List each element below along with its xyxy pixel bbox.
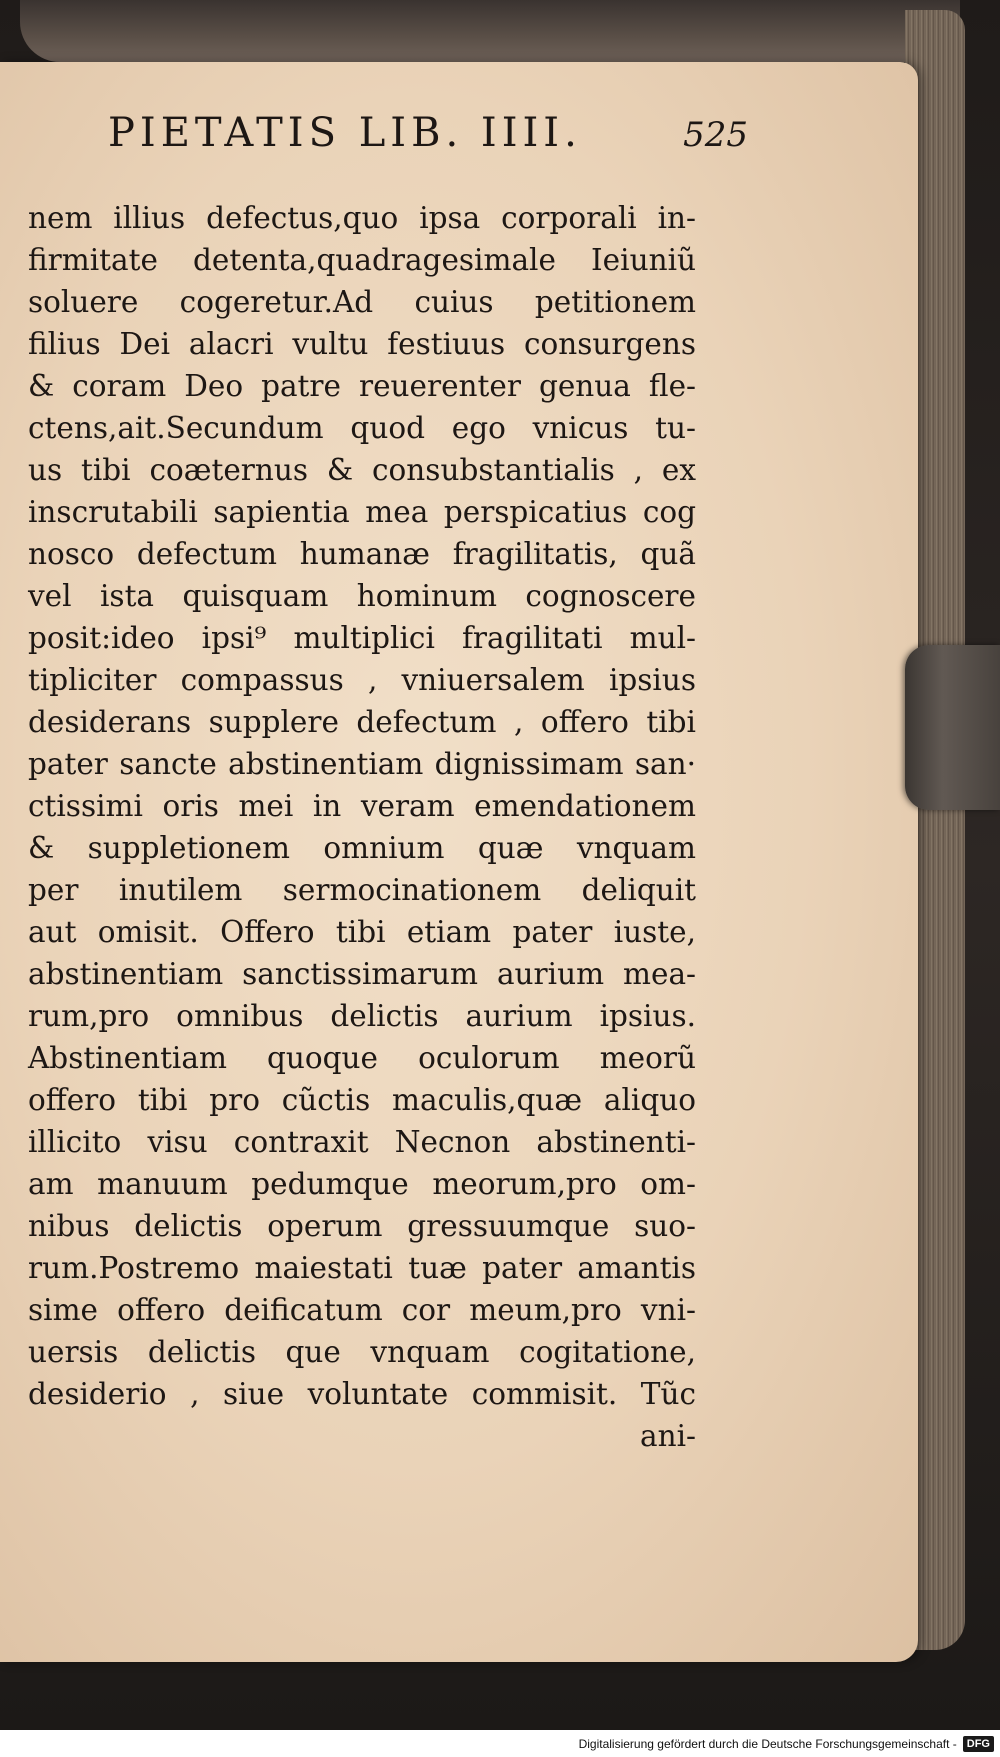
text-line: inscrutabili sapientia mea perspicatius cog <box>28 495 696 529</box>
text-line: pater sancte abstinentiam dignissimam san· <box>28 747 696 781</box>
book-top-edge <box>20 0 960 62</box>
text-line: rum,pro omnibus delictis aurium ipsius. <box>28 999 696 1033</box>
text-line: desiderio , siue voluntate commisit. Tũc <box>28 1377 696 1411</box>
text-line: abstinentiam sanctissimarum aurium mea- <box>28 957 696 991</box>
text-line: aut omisit. Offero tibi etiam pater iuste, <box>28 915 696 949</box>
text-line: nem illius defectus,quo ipsa corporali in- <box>28 201 696 235</box>
text-line: filius Dei alacri vultu festiuus consurgens <box>28 327 696 361</box>
text-line: offero tibi pro cũctis maculis,quæ aliquo <box>28 1083 696 1117</box>
running-head: PIETATIS LIB. IIII. <box>108 110 582 156</box>
text-line: soluere cogeretur.Ad cuius petitionem <box>28 285 696 319</box>
text-line: & suppletionem omnium quæ vnquam <box>28 831 696 865</box>
text-line: ctens,ait.Secundum quod ego vnicus tu- <box>28 411 696 445</box>
text-line: rum.Postremo maiestati tuæ pater amantis <box>28 1251 696 1285</box>
text-line: Abstinentiam quoque oculorum meorũ <box>28 1041 696 1075</box>
text-line: sime offero deificatum cor meum,pro vni- <box>28 1293 696 1327</box>
text-line: posit:ideo ipsi⁹ multiplici fragilitati mul- <box>28 621 696 655</box>
text-line: us tibi coæternus & consubstantialis , ex <box>28 453 696 487</box>
text-line: per inutilem sermocinationem deliquit <box>28 873 696 907</box>
digitization-footer <box>0 1730 1000 1757</box>
text-line: uersis delictis que vnquam cogitatione, <box>28 1335 696 1369</box>
catchword: ani- <box>640 1419 696 1453</box>
page-header <box>108 110 748 190</box>
text-line: nosco defectum humanæ fragilitatis, quã <box>28 537 696 571</box>
text-line: desiderans supplere defectum , offero tibi <box>28 705 696 739</box>
text-line: & coram Deo patre reuerenter genua fle- <box>28 369 696 403</box>
text-line: illicito visu contraxit Necnon abstinenti- <box>28 1125 696 1159</box>
page-tab-marker <box>905 645 1000 810</box>
text-line: nibus delictis operum gressuumque suo- <box>28 1209 696 1243</box>
funding-credit: Digitalisierung gefördert durch die Deutsche Forschungsgemeinschaft - <box>578 1736 957 1751</box>
body-text <box>28 197 696 1457</box>
text-line: firmitate detenta,quadragesimale Ieiuniũ <box>28 243 696 277</box>
text-line: am manuum pedumque meorum,pro om- <box>28 1167 696 1201</box>
text-line: vel ista quisquam hominum cognoscere <box>28 579 696 613</box>
text-line: tipliciter compassus , vniuersalem ipsius <box>28 663 696 697</box>
dfg-logo: DFG <box>963 1736 994 1752</box>
text-line: ctissimi oris mei in veram emendationem <box>28 789 696 823</box>
page-number: 525 <box>683 115 748 155</box>
